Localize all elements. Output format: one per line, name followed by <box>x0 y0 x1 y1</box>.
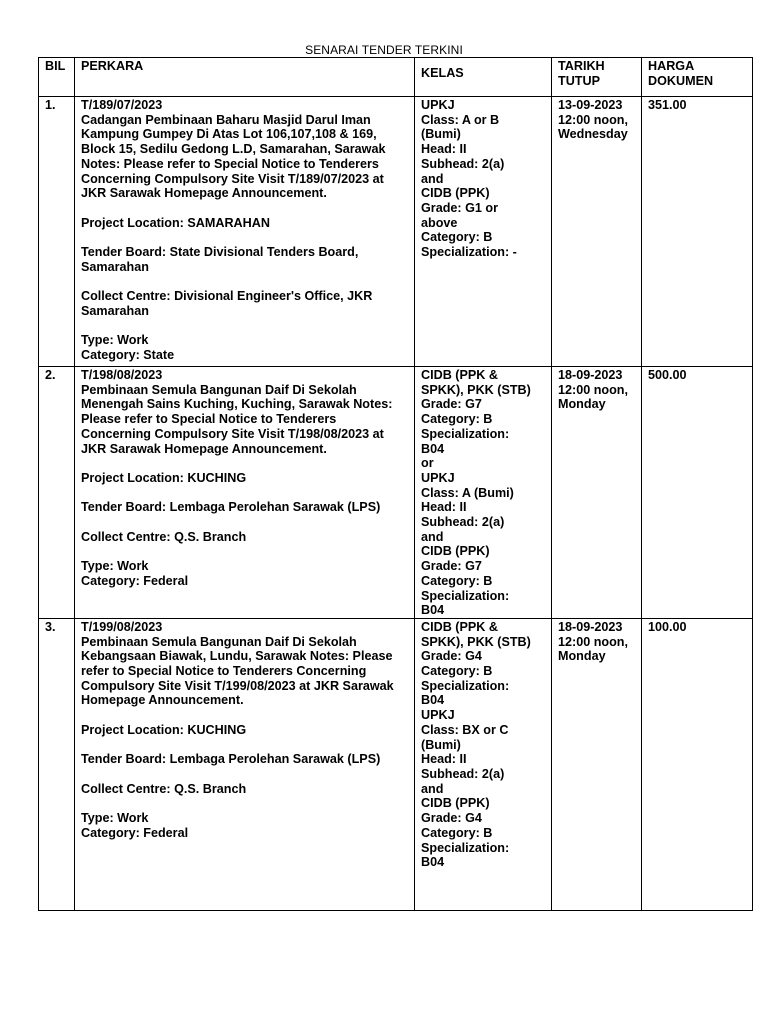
kelas-line: Category: B <box>421 825 493 840</box>
closing-date: 18-09-2023 <box>558 619 623 634</box>
tender-ref: T/199/08/2023 <box>81 619 163 634</box>
collect-centre: Collect Centre: Q.S. Branch <box>81 529 247 544</box>
row-harga: 100.00 <box>642 618 753 910</box>
kelas-line: Class: A or B <box>421 112 500 127</box>
kelas-line: and <box>421 781 444 796</box>
tender-ref: T/189/07/2023 <box>81 98 163 112</box>
kelas-line: UPKJ <box>421 708 455 723</box>
table-row <box>39 97 753 367</box>
tender-board: Tender Board: Lembaga Perolehan Sarawak (LPS) <box>81 752 381 767</box>
header-tarikh <box>552 58 642 97</box>
row-kelas <box>415 618 552 910</box>
row-bil: 2. <box>39 367 75 619</box>
kelas-line: Subhead: 2(a) <box>421 156 505 171</box>
kelas-line: UPKJ <box>421 98 455 112</box>
collect-centre: Collect Centre: Divisional Engineer's Office, JKR Samarahan <box>81 289 373 318</box>
kelas-line: Grade: G4 <box>421 811 482 826</box>
closing-day: Wednesday <box>558 127 628 142</box>
kelas-line: Specialization: <box>421 678 510 693</box>
kelas-line: Head: II <box>421 500 467 515</box>
tender-category: Category: Federal <box>81 573 189 588</box>
row-perkara <box>75 367 415 619</box>
row-harga: 500.00 <box>642 367 753 619</box>
type-category <box>81 559 409 588</box>
kelas-line: Category: B <box>421 664 493 679</box>
header-harga-line1: HARGA <box>648 59 695 73</box>
kelas-line: Specialization: <box>421 840 510 855</box>
kelas-line: Head: II <box>421 752 467 767</box>
kelas-line: CIDB (PPK & <box>421 368 498 382</box>
kelas-line: B04 <box>421 693 445 708</box>
type-category <box>81 333 409 362</box>
row-harga: 351.00 <box>642 97 753 367</box>
header-harga-line2: DOKUMEN <box>648 73 714 88</box>
type-category <box>81 811 409 840</box>
kelas-line: (Bumi) <box>421 127 461 142</box>
header-bil: BIL <box>39 58 75 97</box>
tender-summary <box>81 98 409 201</box>
kelas-line: Class: A (Bumi) <box>421 485 514 500</box>
project-location: Project Location: SAMARAHAN <box>81 215 270 230</box>
project-location: Project Location: KUCHING <box>81 722 247 737</box>
kelas-line: Subhead: 2(a) <box>421 766 505 781</box>
header-kelas: KELAS <box>415 58 552 97</box>
kelas-line: (Bumi) <box>421 737 461 752</box>
kelas-line: Category: B <box>421 573 493 588</box>
kelas-line: B04 <box>421 855 445 870</box>
kelas-line: or <box>421 456 434 471</box>
kelas-line: Specialization: <box>421 426 510 441</box>
kelas-line: CIDB (PPK & <box>421 619 498 634</box>
closing-time: 12:00 noon, <box>558 112 628 127</box>
tender-description: Pembinaan Semula Bangunan Daif Di Sekolah Menengah Sains Kuching, Kuching, Sarawak Notes: Please refer to Special Notice to Tenderers Concerning Compulsory Site Visit T/198/08/2023 at JKR Sarawak Homepage Announcement. <box>81 382 393 456</box>
closing-time: 12:00 noon, <box>558 634 628 649</box>
row-bil: 1. <box>39 97 75 367</box>
tender-board: Tender Board: Lembaga Perolehan Sarawak (LPS) <box>81 500 381 515</box>
row-kelas <box>415 97 552 367</box>
kelas-line: Specialization: - <box>421 245 517 260</box>
table-header-row <box>39 58 753 97</box>
table-row <box>39 618 753 910</box>
row-tarikh <box>552 367 642 619</box>
row-kelas <box>415 367 552 619</box>
tender-type: Type: Work <box>81 559 149 574</box>
project-location: Project Location: KUCHING <box>81 470 247 485</box>
kelas-line: Grade: G1 or <box>421 200 498 215</box>
tender-description: Cadangan Pembinaan Baharu Masjid Darul Iman Kampung Gumpey Di Atas Lot 106,107,108 & 169, Block 15, Sedilu Gedong L.D, Samarahan, Sarawak Notes: Please refer to Special Notice to Tenderers Concerning Compulsory Site Visit T/189/07/2023 at JKR Sarawak Homepage Announcement. <box>81 112 386 201</box>
tender-category: Category: Federal <box>81 825 189 840</box>
closing-day: Monday <box>558 649 606 664</box>
row-perkara <box>75 97 415 367</box>
header-perkara: PERKARA <box>75 58 415 97</box>
kelas-line: CIDB (PPK) <box>421 186 490 201</box>
row-bil: 3. <box>39 618 75 910</box>
header-harga <box>642 58 753 97</box>
closing-date: 13-09-2023 <box>558 98 623 112</box>
kelas-line: Category: B <box>421 412 493 427</box>
kelas-line: and <box>421 529 444 544</box>
kelas-line: B04 <box>421 441 445 456</box>
header-tarikh-line1: TARIKH <box>558 59 605 73</box>
kelas-line: CIDB (PPK) <box>421 796 490 811</box>
kelas-line: Subhead: 2(a) <box>421 515 505 530</box>
kelas-line: Class: BX or C <box>421 722 509 737</box>
tender-category: Category: State <box>81 347 175 362</box>
collect-centre: Collect Centre: Q.S. Branch <box>81 781 247 796</box>
tender-ref: T/198/08/2023 <box>81 368 163 382</box>
tender-board: Tender Board: State Divisional Tenders Board, Samarahan <box>81 245 359 274</box>
document-title: SENARAI TENDER TERKINI <box>305 43 463 57</box>
kelas-line: Head: II <box>421 142 467 157</box>
tender-summary <box>81 368 409 456</box>
tender-description: Pembinaan Semula Bangunan Daif Di Sekolah Kebangsaan Biawak, Lundu, Sarawak Notes: Please refer to Special Notice to Tenderers Concerning Compulsory Site Visit T/199/08/2023 at JKR Sarawak Homepage Announcement. <box>81 634 394 708</box>
table-row <box>39 367 753 619</box>
row-perkara <box>75 618 415 910</box>
row-tarikh <box>552 618 642 910</box>
closing-date: 18-09-2023 <box>558 368 623 382</box>
closing-day: Monday <box>558 397 606 412</box>
kelas-line: UPKJ <box>421 470 455 485</box>
kelas-line: and <box>421 171 444 186</box>
kelas-line: CIDB (PPK) <box>421 544 490 559</box>
kelas-line: Grade: G4 <box>421 649 482 664</box>
tender-type: Type: Work <box>81 333 149 348</box>
kelas-line: above <box>421 215 458 230</box>
tender-summary <box>81 620 409 708</box>
closing-time: 12:00 noon, <box>558 382 628 397</box>
kelas-line: SPKK), PKK (STB) <box>421 382 531 397</box>
tender-table <box>38 57 753 911</box>
kelas-line: Grade: G7 <box>421 397 482 412</box>
tender-type: Type: Work <box>81 811 149 826</box>
kelas-line: B04 <box>421 603 445 618</box>
kelas-line: Specialization: <box>421 588 510 603</box>
header-tarikh-line2: TUTUP <box>558 73 600 88</box>
row-tarikh <box>552 97 642 367</box>
kelas-line: Grade: G7 <box>421 559 482 574</box>
kelas-line: Category: B <box>421 230 493 245</box>
kelas-line: SPKK), PKK (STB) <box>421 634 531 649</box>
